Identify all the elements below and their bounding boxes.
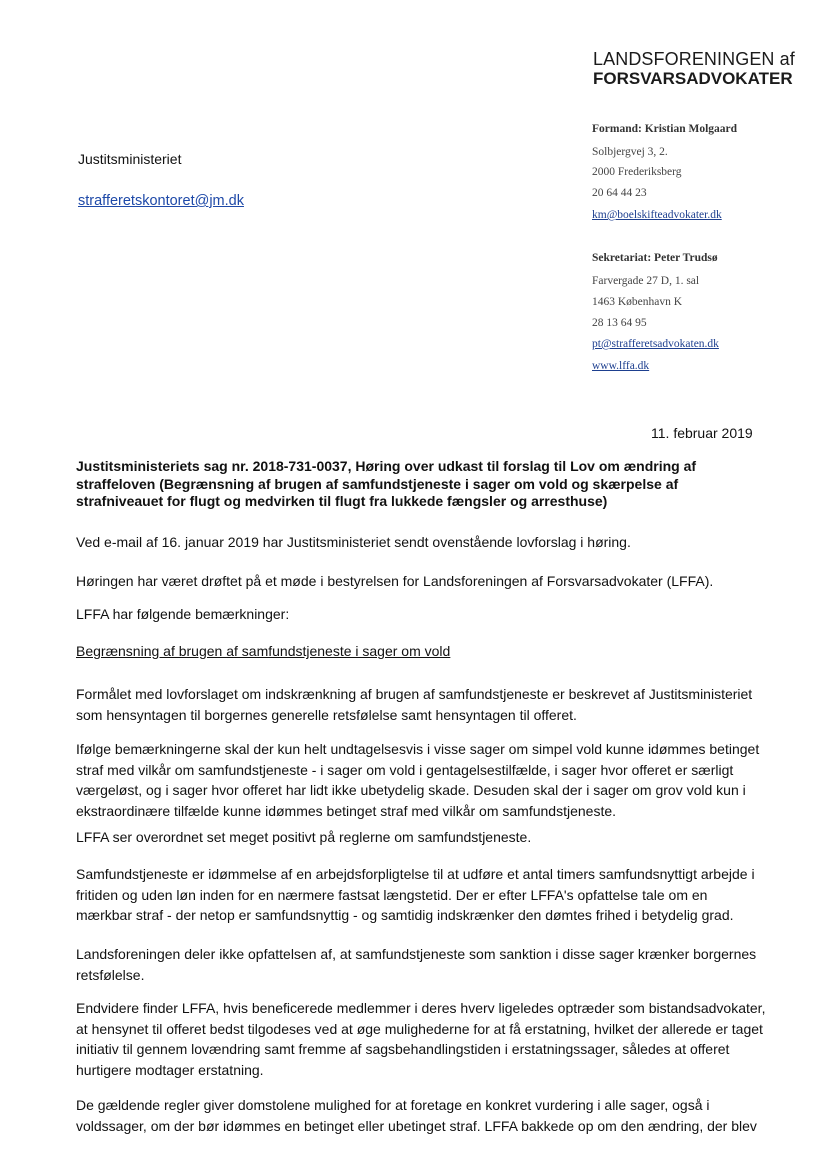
- secretariat-title: Sekretariat: Peter Trudsø: [592, 252, 718, 264]
- paragraph-2: Høringen har været drøftet på et møde i bestyrelsen for Landsforeningen af Forsvarsadvokater (LFFA).: [76, 573, 714, 589]
- paragraph-1: Ved e-mail af 16. januar 2019 har Justitsministeriet sendt ovenstående lovforslag i høring.: [76, 534, 631, 550]
- paragraph-4: Formålet med lovforslaget om indskrænkning af brugen af samfundstjeneste er beskrevet af Justitsministeriet som hensyntagen til borgernes generelle retsfølelse samt hensyntagen til offeret.: [76, 686, 753, 723]
- paragraph-9: Endvidere finder LFFA, hvis beneficerede medlemmer i deres hverv ligeledes optræder som bistandsadvokater, at hensynet til offeret bedst tilgodeses ved at øge mulighederne for at få erstatning, hvilket der allerede er taget initiativ til gennem lovændring samt fremme af sagsbehandlingstiden i erstatningssager, således at offeret hurtigere modtager erstatning.: [76, 1000, 766, 1078]
- paragraph-5: Ifølge bemærkningerne skal der kun helt undtagelsesvis i visse sager om simpel vold kunne idømmes betinget straf med vilkår om samfundstjeneste - i sager om vold i gentagelsestilfælde, i sager hvor offeret er særligt værgeløst, og i sager hvor offeret har lidt ikke ubetydelig skade. Desuden skal der i sager om grov vold kun i ekstraordinære tilfælde kunne idømmes betinget straf med vilkår om samfundstjeneste.: [76, 741, 760, 819]
- paragraph-3: LFFA har følgende bemærkninger:: [76, 606, 290, 622]
- chair-title: Formand: Kristian Molgaard: [592, 123, 738, 135]
- website-link[interactable]: www.lffa.dk: [592, 360, 650, 372]
- secretariat-address-line-2: 1463 København K: [592, 296, 683, 308]
- logo-line-2: FORSVARSADVOKATER: [593, 69, 793, 88]
- chair-email-link[interactable]: km@boelskifteadvokater.dk: [592, 209, 722, 221]
- paragraph-10: De gældende regler giver domstolene mulighed for at foretage en konkret vurdering i alle sager, også i voldssager, om der bør idømmes en betinget eller ubetinget straf. LFFA bakkede op om den ændring, der blev: [76, 1097, 757, 1134]
- secretariat-phone: 28 13 64 95: [592, 317, 647, 329]
- secretariat-address-line-1: Farvergade 27 D, 1. sal: [592, 275, 700, 287]
- section-heading: Begrænsning af brugen af samfundstjeneste i sager om vold: [76, 643, 451, 659]
- recipient-email-link[interactable]: strafferetskontoret@jm.dk: [78, 193, 244, 209]
- chair-address-line-1: Solbjergvej 3, 2.: [592, 146, 668, 158]
- paragraph-8: Landsforeningen deler ikke opfattelsen af, at samfundstjeneste som sanktion i disse sager krænker borgernes retsfølelse.: [76, 946, 757, 983]
- paragraph-7: Samfundstjeneste er idømmelse af en arbejdsforpligtelse til at udføre et antal timers samfundsnyttigt arbejde i fritiden og uden løn inden for en nærmere fastsat længstetid. Der er efter LFFA's opfattelse tale om en mærkbar straf - der netop er samfundsnyttig - og samtidig indskrænker den dømtes frihed i betydelig grad.: [76, 866, 755, 923]
- chair-phone: 20 64 44 23: [592, 187, 647, 199]
- organization-logo: [593, 50, 795, 87]
- secretariat-email-link[interactable]: pt@strafferetsadvokaten.dk: [592, 338, 719, 350]
- letter-date: 11. februar 2019: [651, 425, 753, 441]
- chair-address-line-2: 2000 Frederiksberg: [592, 166, 682, 178]
- paragraph-6: LFFA ser overordnet set meget positivt på reglerne om samfundstjeneste.: [76, 829, 532, 845]
- subject-line: Justitsministeriets sag nr. 2018-731-0037, Høring over udkast til forslag til Lov om ændring af straffeloven (Begrænsning af brugen af samfundstjeneste i sager om vold og skærpelse af strafniveauet for flugt og medvirken til flugt fra lukkede fængsler og arresthuse): [76, 458, 697, 509]
- logo-line-1: LANDSFORENINGEN af: [593, 49, 795, 69]
- recipient-name: Justitsministeriet: [78, 151, 182, 167]
